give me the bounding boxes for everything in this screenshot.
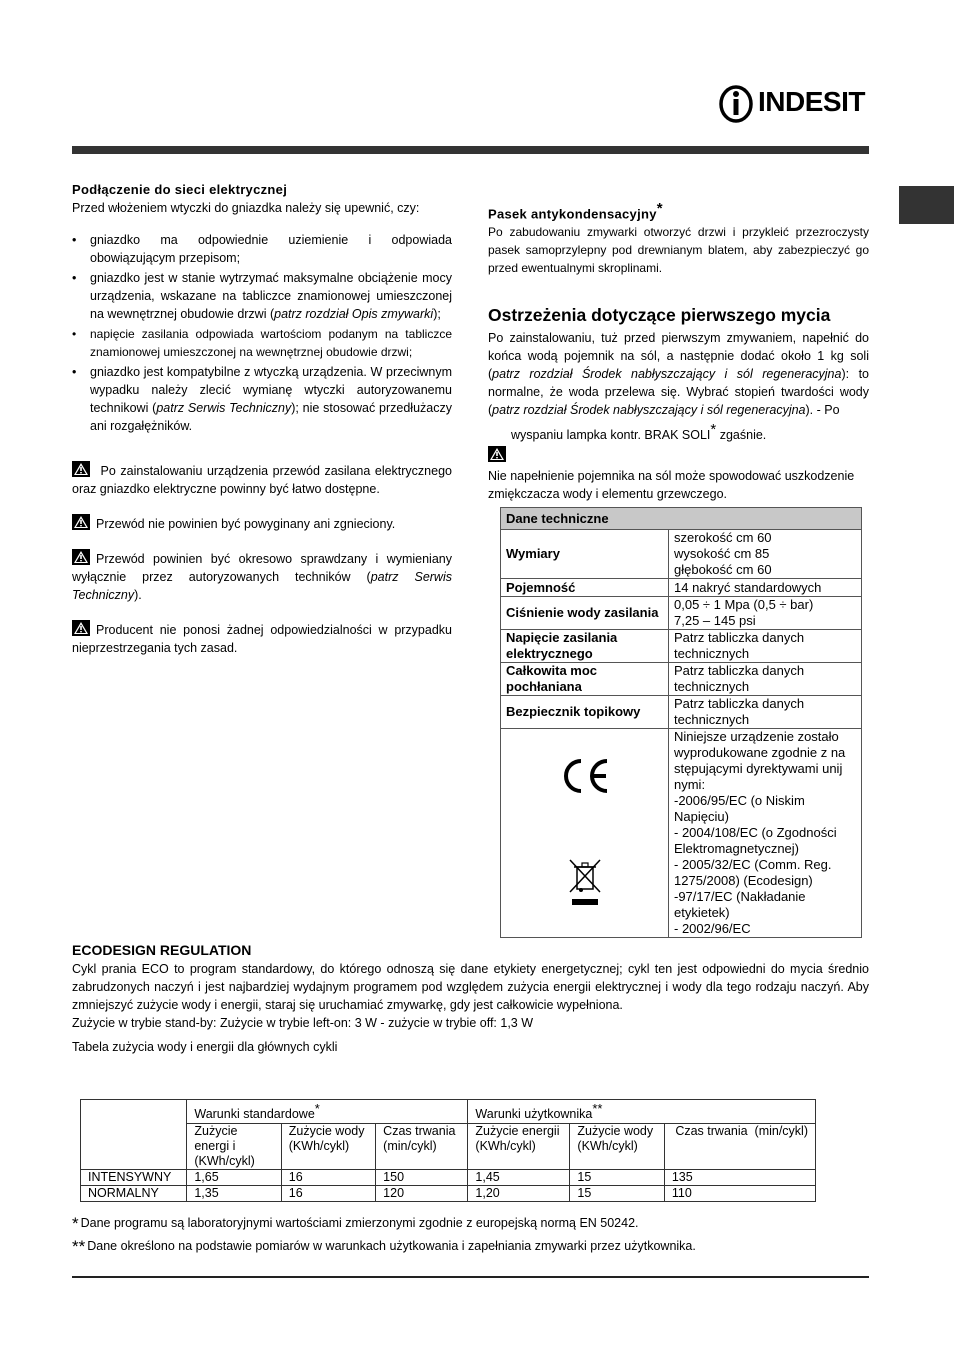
eco-text: Cykl prania ECO to program standardowy, do którego odnoszą się dane etykiety energetycznej; cykl ten jest odpowiedni do mycia średnio zabrudzonych naczyń i jest najbardziej wydajnym programem pod względem zużycia energii elektrycznej i wody dla tego rodzaju naczyń. Aby zmniejszyć zużycie wody i energii, staraj się uruchamiać zmywarkę, gdy jest całkowicie wypełniona. bbox=[72, 962, 869, 1012]
table-cell: 15 bbox=[570, 1186, 664, 1202]
directives-text: Niniejsze urządzenie zostało wyprodukowane zgodnie z na stępującymi dyrektywami unij nymi: -2006/95/EC (o Niskim Napięciu) - 2004/108/EC (o Zgodności Elektromagnetycznej) - 2005/32/EC (Comm. Reg. 1275/2008) (Ecodesign) -97/17/EC (Nakładanie etykietek) - 2002/96/EC bbox=[669, 729, 862, 938]
salt-lamp-text: wyspaniu lampka kontr. BRAK SOLI* zgaśnie. bbox=[511, 421, 767, 443]
program-name: INTENSYWNY bbox=[81, 1170, 187, 1186]
subheader-row bbox=[81, 1124, 816, 1170]
list-item: • gniazdko ma odpowiednie uziemienie i odpowiada obowiązującym przepisom; bbox=[72, 231, 452, 267]
warning-icon bbox=[72, 620, 90, 636]
row-value: Patrz tabliczka danych technicznych bbox=[669, 663, 862, 696]
table-cell: 16 bbox=[281, 1170, 375, 1186]
list-item: • gniazdko jest kompatybilne z wtyczką urządzenia. W przeciwnym wypadku należy zlecić wymianę wtyczki autoryzowanemu technikowi (patrz Serwis Techniczny); nie stosować przedłużaczy ani rozgałężników. bbox=[72, 363, 452, 435]
footnote: * Dane programu są laboratoryjnymi wartościami zmierzonymi zgodnie z europejską normą EN 50242. bbox=[72, 1214, 639, 1233]
ce-mark-icon bbox=[559, 757, 611, 799]
row-label: Napięcie zasilania elektrycznego bbox=[501, 630, 669, 663]
salt-warning-text: Nie napełnienie pojemnika na sól może spowodować uszkodzenie zmiękczacza wody i elementu grzewczego. bbox=[488, 469, 855, 502]
column-header: Zużycie energi i (KWh/cykl) bbox=[187, 1124, 281, 1170]
empty-corner-cell bbox=[81, 1100, 187, 1170]
table-header: Dane techniczne bbox=[501, 508, 862, 530]
table-row bbox=[501, 579, 862, 597]
table-row bbox=[501, 530, 862, 579]
warning-paragraph: Po zainstalowaniu urządzenia przewód zasilana elektrycznego oraz gniazdko elektryczne powinny być łatwo dostępne. bbox=[72, 461, 452, 498]
footnote: ** Dane określono na podstawie pomiarów w warunkach użytkowania i zapełniania zmywarki przez użytkownika. bbox=[72, 1237, 696, 1256]
column-header: Zużycie wody (KWh/cykl) bbox=[281, 1124, 375, 1170]
technical-data-table bbox=[500, 507, 862, 938]
warning-icon bbox=[72, 514, 90, 530]
ecodesign-section bbox=[72, 942, 869, 1056]
certification-cell bbox=[501, 729, 669, 938]
table-cell: 110 bbox=[664, 1186, 815, 1202]
logo-mark-icon bbox=[718, 84, 756, 124]
group-header-row bbox=[81, 1100, 816, 1124]
table-row bbox=[501, 597, 862, 630]
first-wash-title: Ostrzeżenia dotyczące pierwszego mycia bbox=[488, 305, 831, 326]
table-row bbox=[501, 663, 862, 696]
column-header: Zużycie wody (KWh/cykl) bbox=[570, 1124, 664, 1170]
eco-title: ECODESIGN REGULATION bbox=[72, 942, 252, 958]
row-value: szerokość cm 60 wysokość cm 85 głębokość cm 60 bbox=[669, 530, 862, 579]
table-caption: Tabela zużycia wody i energii dla głównych cykli bbox=[72, 1040, 338, 1054]
weee-bin-icon bbox=[567, 857, 603, 907]
table-cell: 150 bbox=[376, 1170, 468, 1186]
warning-icon bbox=[72, 461, 90, 477]
table-cell: 1,65 bbox=[187, 1170, 281, 1186]
requirements-list bbox=[72, 231, 452, 435]
row-value: Patrz tabliczka danych technicznych bbox=[669, 696, 862, 729]
table-cell: 15 bbox=[570, 1170, 664, 1186]
intro-text: Przed włożeniem wtyczki do gniazdka należy się upewnić, czy: bbox=[72, 201, 420, 215]
table-cell: 135 bbox=[664, 1170, 815, 1186]
warning-row bbox=[488, 446, 869, 464]
top-rule bbox=[72, 146, 869, 154]
row-value: 14 nakryć standardowych bbox=[669, 579, 862, 597]
indesit-logo bbox=[718, 84, 870, 124]
brand-name: INDESIT bbox=[758, 86, 865, 117]
row-label: Pojemność bbox=[501, 579, 669, 597]
column-header: Zużycie energii (KWh/cykl) bbox=[468, 1124, 570, 1170]
column-header: Czas trwania (min/cykl) bbox=[664, 1124, 815, 1170]
bottom-rule bbox=[72, 1276, 869, 1278]
group-header-user: Warunki użytkownika** bbox=[468, 1100, 816, 1124]
table-row bbox=[81, 1186, 816, 1202]
warning-icon bbox=[488, 446, 506, 462]
row-label: Wymiary bbox=[501, 530, 669, 579]
program-name: NORMALNY bbox=[81, 1186, 187, 1202]
row-label: Całkowita moc pochłaniana bbox=[501, 663, 669, 696]
consumption-table bbox=[80, 1099, 816, 1202]
first-wash-text: Po zainstalowaniu, tuż przed pierwszym zmywaniem, napełnić do końca wodą pojemnik na sól, a następnie dodać około 1 kg soli (patrz rozdział Środek nabłyszczający i sól regeneracyjna): to normalne, że woda przelewa się. Wybrać stopień twardości wody (patrz rozdział Środek nabłyszczający i sól regeneracyjna). - Po bbox=[488, 331, 869, 418]
warning-paragraph: Producent nie ponosi żadnej odpowiedzialności w przypadku nieprzestrzegania tych zasad. bbox=[72, 620, 452, 657]
standby-text: Zużycie w trybie stand-by: Zużycie w trybie left-on: 3 W - zużycie w trybie off: 1,3 W bbox=[72, 1016, 534, 1030]
table-row bbox=[81, 1170, 816, 1186]
table-cell: 16 bbox=[281, 1186, 375, 1202]
electrical-connection-section bbox=[72, 182, 452, 657]
warning-icon bbox=[72, 549, 90, 565]
warning-paragraph: Przewód powinien być okresowo sprawdzany i wymieniany wyłącznie przez autoryzowanych techników (patrz Serwis Techniczny). bbox=[72, 549, 452, 604]
table-cell: 1,20 bbox=[468, 1186, 570, 1202]
row-label: Bezpiecznik topikowy bbox=[501, 696, 669, 729]
group-header-standard: Warunki standardowe* bbox=[187, 1100, 468, 1124]
right-column bbox=[488, 200, 869, 503]
table-cell: 120 bbox=[376, 1186, 468, 1202]
table-cell: 1,45 bbox=[468, 1170, 570, 1186]
table-row bbox=[501, 729, 862, 938]
table-cell: 1,35 bbox=[187, 1186, 281, 1202]
section-title: Podłączenie do sieci elektrycznej bbox=[72, 182, 288, 197]
row-value: 0,05 ÷ 1 Mpa (0,5 ÷ bar) 7,25 – 145 psi bbox=[669, 597, 862, 630]
table-row bbox=[501, 630, 862, 663]
list-item: • gniazdko jest w stanie wytrzymać maksymalne obciążenie mocy urządzenia, wskazane na tabliczce znamionowej umieszczonej na wewnętrznej obudowie drzwi (patrz rozdział Opis zmywarki); bbox=[72, 269, 452, 323]
language-tab bbox=[899, 186, 954, 224]
column-header: Czas trwania (min/cykl) bbox=[376, 1124, 468, 1170]
list-item: • napięcie zasilania odpowiada wartościom podanym na tabliczce znamionowej umieszczonej na wewnętrznej obudowie drzwi; bbox=[72, 325, 452, 361]
table-row bbox=[501, 696, 862, 729]
row-label: Ciśnienie wody zasilania bbox=[501, 597, 669, 630]
warning-paragraph: Przewód nie powinien być powyginany ani zgnieciony. bbox=[72, 514, 452, 533]
strip-text: Po zabudowaniu zmywarki otworzyć drzwi i przykleić przezroczysty pasek samoprzylepny pod drewnianym blatem, aby zabezpieczyć go przed ewentualnymi skroplinami. bbox=[488, 225, 869, 276]
strip-title: Pasek antykondensacyjny* bbox=[488, 200, 663, 222]
row-value: Patrz tabliczka danych technicznych bbox=[669, 630, 862, 663]
table-header-row bbox=[501, 508, 862, 530]
